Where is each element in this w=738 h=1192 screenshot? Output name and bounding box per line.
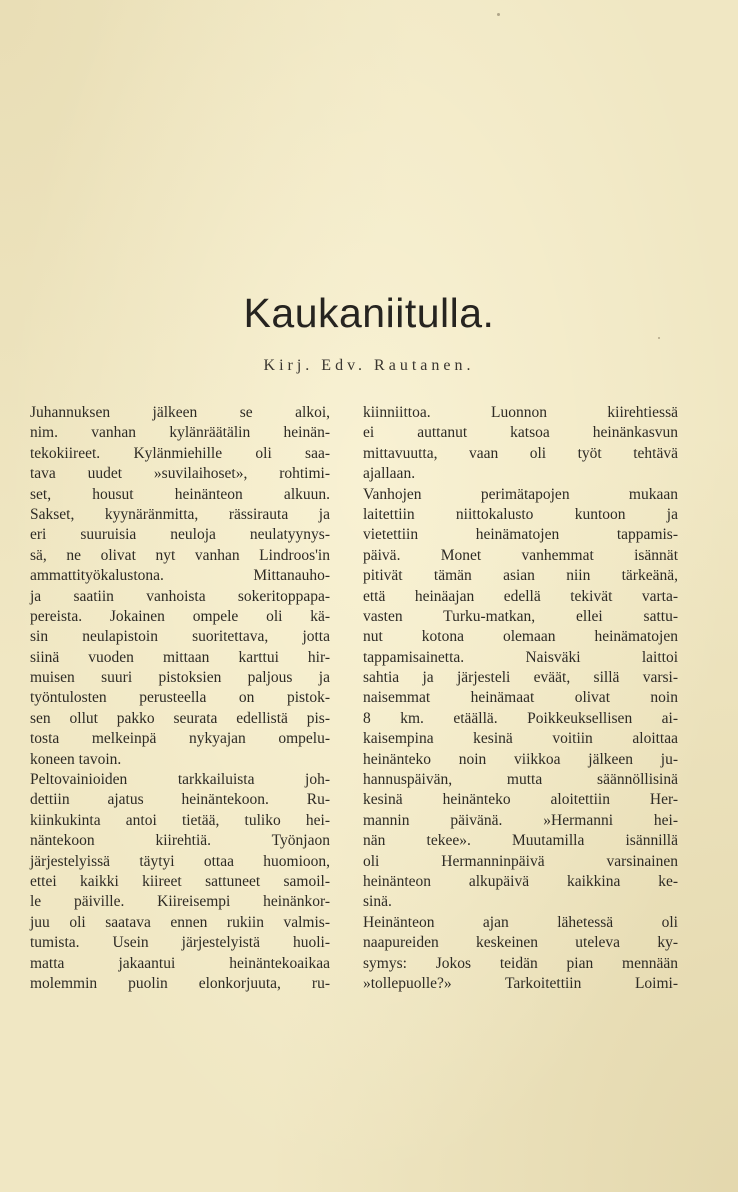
text-line: sen ollut pakko seurata edellistä pis- <box>30 709 330 727</box>
text-line: Heinänteon ajan lähetessä oli <box>363 913 678 931</box>
text-line: Sakset, kyynäränmitta, rässirauta ja <box>30 505 330 523</box>
text-line: sahtia ja järjesteli eväät, sillä varsi- <box>363 669 678 687</box>
paper-speck <box>658 337 660 339</box>
text-line: sinä. <box>363 893 392 911</box>
text-line: tava uudet »suvilaihoset», rohtimi- <box>30 465 330 483</box>
text-line: siinä vuoden mittaan karttui hir- <box>30 648 330 666</box>
text-line: päivä. Monet vanhemmat isännät <box>363 546 678 564</box>
text-line: työntulosten perusteella on pistok- <box>30 689 330 707</box>
text-line: heinänteko noin viikkoa jälkeen ju- <box>363 750 678 768</box>
text-line: ajallaan. <box>363 465 416 483</box>
text-line: ei auttanut katsoa heinänkasvun <box>363 424 678 442</box>
text-line: ettei kaikki kiireet sattuneet samoil- <box>30 872 330 890</box>
text-line: ja saatiin vanhoista sokeritoppapa- <box>30 587 330 605</box>
text-line: kaisempina kesinä voitiin aloittaa <box>363 730 678 748</box>
text-line: juu oli saatava ennen rukiin valmis- <box>30 913 330 931</box>
text-line: hannuspäivän, mutta säännöllisinä <box>363 771 678 789</box>
text-line: Vanhojen perimätapojen mukaan <box>363 485 678 503</box>
article-title: Kaukaniitulla. <box>243 290 495 336</box>
text-line: »tollepuolle?» Tarkoitettiin Loimi- <box>363 974 678 992</box>
text-line: naapureiden keskeinen uteleva ky- <box>363 934 678 952</box>
text-line: ammattityökalustona. Mittanauho- <box>30 567 330 585</box>
text-line: naisemmat heinämaat olivat noin <box>363 689 678 707</box>
text-line: eri suuruisia neuloja neulatyynys- <box>30 526 330 544</box>
text-line: koneen tavoin. <box>30 750 122 768</box>
text-line: matta jakaantui heinäntekoaikaa <box>30 954 330 972</box>
text-line: molemmin puolin elonkorjuuta, ru- <box>30 974 330 992</box>
text-line: mittavuutta, vaan oli työt tehtävä <box>363 444 678 462</box>
paper-speck <box>497 13 500 16</box>
text-line: tosta melkeinpä nykyajan ompelu- <box>30 730 330 748</box>
text-line: muisen suuri pistoksien paljous ja <box>30 669 330 687</box>
text-line: pereista. Jokainen ompele oli kä- <box>30 607 330 625</box>
text-line: Peltovainioiden tarkkailuista joh- <box>30 771 330 789</box>
text-line: nän tekee». Muutamilla isännillä <box>363 832 678 850</box>
text-line: mannin päivänä. »Hermanni hei- <box>363 811 678 829</box>
text-line: 8 km. etäällä. Poikkeuksellisen ai- <box>363 709 678 727</box>
text-line: vasten Turku-matkan, ellei sattu- <box>363 607 678 625</box>
text-line: dettiin ajatus heinäntekoon. Ru- <box>30 791 330 809</box>
right-text-column <box>363 403 678 994</box>
text-line: näntekoon kiirehtiä. Työnjaon <box>30 832 330 850</box>
text-line: sä, ne olivat nyt vanhan Lindroos'in <box>30 546 330 564</box>
text-line: vietettiin heinämatojen tappamis- <box>363 526 678 544</box>
text-line: Juhannuksen jälkeen se alkoi, <box>30 404 330 421</box>
text-line: sin neulapistoin suoritettava, jotta <box>30 628 330 646</box>
text-line: nut kotona olemaan heinämatojen <box>363 628 678 646</box>
text-line: heinänteon alkupäivä kaikkina ke- <box>363 872 678 890</box>
text-line: laitettiin niittokalusto kuntoon ja <box>363 505 678 523</box>
text-line: kiinkukinta antoi tietää, tuliko hei- <box>30 811 330 829</box>
left-text-column <box>30 403 330 994</box>
text-line: symys: Jokos teidän pian mennään <box>363 954 678 972</box>
text-line: järjestelyissä täytyi ottaa huomioon, <box>30 852 330 870</box>
author-byline: Kirj. Edv. Rautanen. <box>263 357 475 374</box>
text-line: oli Hermanninpäivä varsinainen <box>363 852 678 870</box>
text-line: tappamisainetta. Naisväki laittoi <box>363 648 678 666</box>
text-line: että heinäajan edellä tekivät varta- <box>363 587 678 605</box>
text-line: pitivät tämän asian niin tärkeänä, <box>363 567 678 585</box>
text-line: nim. vanhan kylänräätälin heinän- <box>30 424 330 442</box>
text-line: tumista. Usein järjestelyistä huoli- <box>30 934 330 952</box>
text-line: kesinä heinänteko aloitettiin Her- <box>363 791 678 809</box>
text-line: le päiville. Kiireisempi heinänkor- <box>30 893 330 911</box>
text-line: tekokiireet. Kylänmiehille oli saa- <box>30 444 330 462</box>
text-line: set, housut heinänteon alkuun. <box>30 485 330 503</box>
text-line: kiinniittoa. Luonnon kiirehtiessä <box>363 404 678 421</box>
